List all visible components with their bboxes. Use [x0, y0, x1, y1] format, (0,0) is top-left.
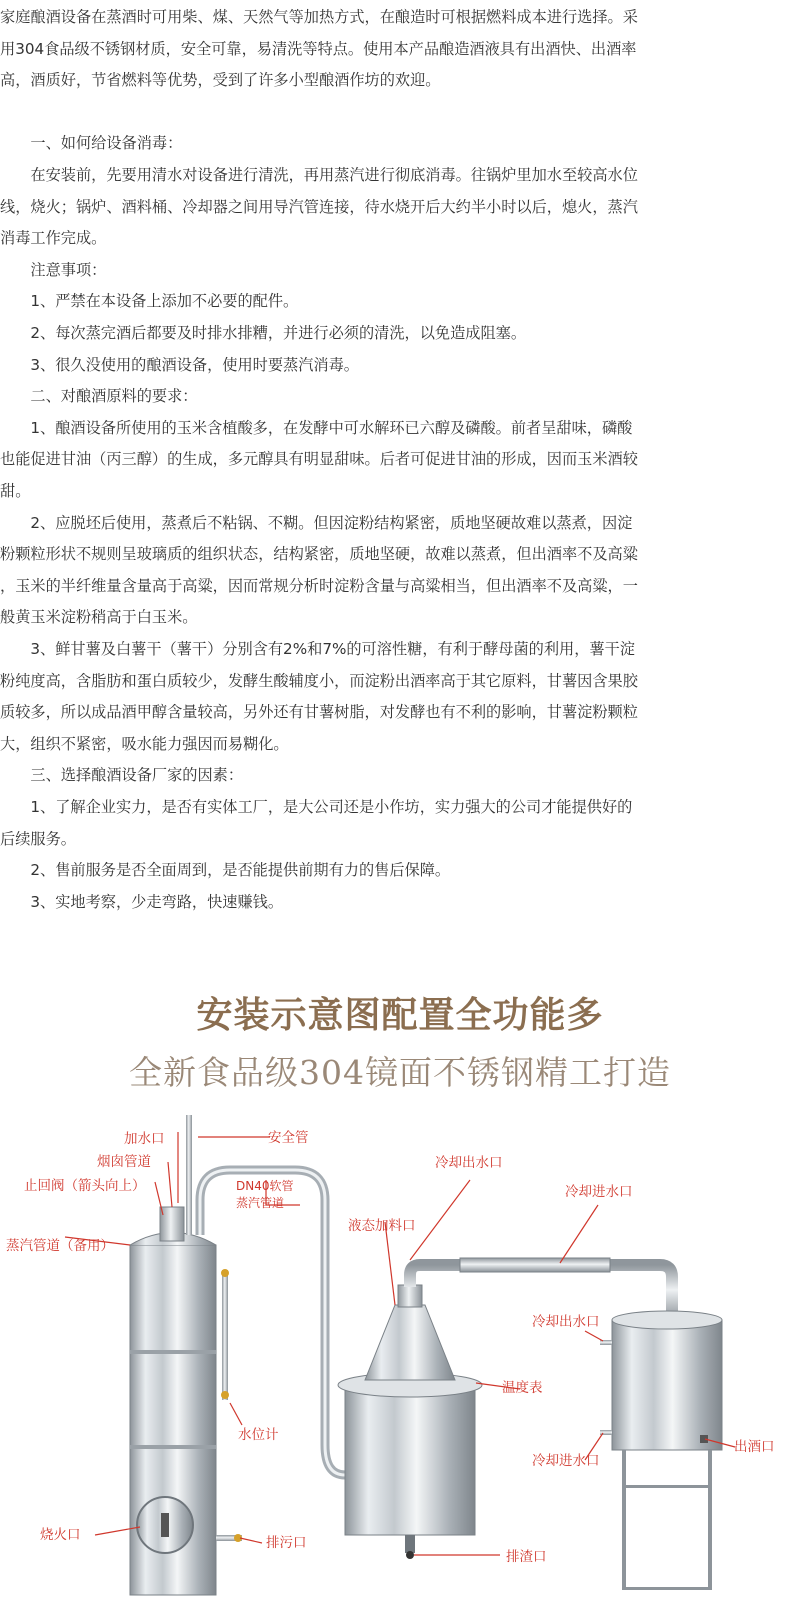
label-cooling-water-outlet: 冷却出水口: [532, 1314, 600, 1330]
paragraph-line: 家庭酿酒设备在蒸酒时可用柴、煤、天然气等加热方式，在酿造时可根据燃料成本进行选择。采: [0, 8, 638, 26]
paragraph-line: 3、鲜甘薯及白薯干（薯干）分别含有2%和7%的可溶性糖，有利于酵母菌的利用，薯干淀: [0, 640, 635, 658]
paragraph-line: 消毒工作完成。: [0, 229, 107, 248]
label-fire-port: 烧火口: [40, 1527, 81, 1543]
paragraph-line: 2、每次蒸完酒后都要及时排水排糟，并进行必须的清洗，以免造成阻塞。: [0, 324, 527, 342]
paragraph-line: 粉纯度高，含脂肪和蛋白质较少，发酵生酸辅度小，而淀粉出酒率高于其它原料，甘薯因含果胶: [0, 671, 638, 690]
paragraph-line: 2、售前服务是否全面周到，是否能提供前期有力的售后保障。: [0, 861, 451, 880]
paragraph-line: 3、很久没使用的酿酒设备，使用时要蒸汽消毒。: [0, 355, 359, 374]
label-add-water-port: 加水口: [124, 1131, 165, 1147]
label-steam-pipe: 蒸汽管道: [236, 1196, 285, 1210]
paragraph-line: 1、严禁在本设备上添加不必要的配件。: [0, 292, 299, 311]
label-steam-pipe-backup: 蒸汽管道（备用）: [6, 1238, 114, 1254]
label-liquor-outlet: 出酒口: [734, 1439, 775, 1455]
label-drain-port: 排污口: [266, 1535, 307, 1551]
label-chimney-pipe: 烟囱管道: [97, 1154, 151, 1170]
label-liquid-feed-port: 液态加料口: [348, 1218, 416, 1234]
label-thermometer: 温度表: [502, 1380, 543, 1396]
paragraph-line: 注意事项：: [0, 260, 107, 279]
label-cooling-water-inlet-top: 冷却进水口: [565, 1184, 633, 1200]
paragraph-line: 高，酒质好，节省燃料等优势，受到了许多小型酿酒作坊的欢迎。: [0, 71, 441, 90]
label-dn40-hose: DN40软管: [236, 1179, 294, 1193]
label-water-level-gauge: 水位计: [238, 1427, 279, 1443]
installation-diagram: [0, 975, 800, 1600]
paragraph-line: 用304食品级不锈钢材质，安全可靠，易清洗等特点。使用本产品酿造酒液具有出酒快、出酒率: [0, 39, 637, 58]
label-residue-port: 排渣口: [506, 1549, 547, 1565]
distilling-pot: [338, 1285, 482, 1559]
paragraph-line: 也能促进甘油（丙三醇）的生成，多元醇具有明显甜味。后者可促进甘油的形成，因而玉米酒较: [0, 450, 638, 469]
paragraph-line: [0, 97, 800, 128]
paragraph-line: 1、酿酒设备所使用的玉米含植酸多，在发酵中可水解环已六醇及磷酸。前者呈甜味，磷酸: [0, 418, 633, 437]
paragraph-line: 1、了解企业实力，是否有实体工厂，是大公司还是小作坊，实力强大的公司才能提供好的: [0, 798, 633, 816]
diagram-subtitle: 全新食品级304镜面不锈钢精工打造: [129, 1053, 671, 1092]
condenser: [600, 1311, 722, 1590]
paragraph-line: 质较多，所以成品酒甲醇含量较高，另外还有甘薯树脂，对发酵也有不利的影响，甘薯淀粉颗粒: [0, 703, 638, 722]
paragraph-line: 般黄玉米淀粉稍高于白玉米。: [0, 608, 198, 627]
diagram-title: 安装示意图配置全功能多: [196, 994, 604, 1036]
paragraph-line: ，玉米的半纤维量含量高于高粱，因而常规分析时淀粉含量与高粱相当，但出酒率不及高粱，一: [0, 576, 638, 595]
boiler: [130, 1115, 242, 1595]
label-cooling-water-inlet: 冷却进水口: [532, 1453, 600, 1469]
paragraph-line: 在安装前，先要用清水对设备进行清洗，再用蒸汽进行彻底消毒。往锅炉里加水至较高水位: [0, 166, 638, 184]
label-safety-pipe: 安全管: [268, 1130, 309, 1146]
distillation-equipment-illustration: [0, 975, 800, 1600]
paragraph-line: 线，烧火；锅炉、酒料桶、冷却器之间用导汽管连接，待水烧开后大约半小时以后，熄火，蒸汽: [0, 197, 638, 216]
label-check-valve: 止回阀（箭头向上）: [24, 1178, 146, 1194]
label-cooling-water-outlet-top: 冷却出水口: [435, 1155, 503, 1171]
paragraph-line: 一、如何给设备消毒：: [0, 134, 183, 153]
paragraph-line: 2、应脱坯后使用，蒸煮后不粘锅、不糊。但因淀粉结构紧密，质地坚硬故难以蒸煮，因淀: [0, 513, 633, 532]
paragraph-line: 粉颗粒形状不规则呈玻璃质的组织状态，结构紧密，质地坚硬，故难以蒸煮，但出酒率不及高粱: [0, 545, 638, 564]
paragraph-line: 3、实地考察，少走弯路，快速赚钱。: [0, 892, 284, 911]
paragraph-line: 三、选择酿酒设备厂家的因素：: [0, 766, 243, 785]
paragraph-line: 甜。: [0, 482, 31, 500]
paragraph-line: 大，组织不紧密，吸水能力强因而易糊化。: [0, 734, 289, 753]
paragraph-line: 二、对酿酒原料的要求：: [0, 387, 198, 406]
paragraph-line: 后续服务。: [0, 829, 76, 848]
